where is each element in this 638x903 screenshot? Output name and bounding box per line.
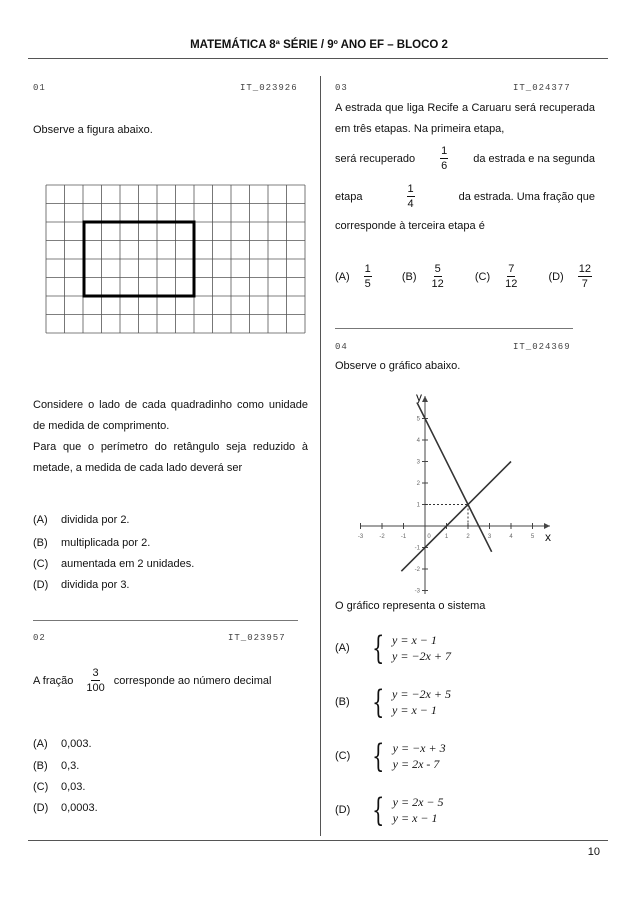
column-divider (320, 76, 321, 836)
q03-fraction-2 (407, 182, 415, 211)
q03-line3b: da estrada. Uma fração que (458, 190, 595, 203)
q01-intro: Observe a figura abaixo. (33, 124, 153, 136)
q03-line4: corresponde à terceira etapa é (335, 220, 485, 232)
option-letter: (D) (33, 802, 49, 814)
option-eq2: y = 2x - 7 (392, 757, 440, 771)
y-tick-label: -1 (414, 545, 420, 552)
q02-option-a[interactable] (33, 738, 92, 750)
q01-grid-figure (44, 183, 308, 339)
brace-icon: { (372, 791, 385, 829)
option-den: 12 (505, 278, 518, 290)
q04-intro: Observe o gráfico abaixo. (335, 360, 461, 372)
y-tick-label: -2 (414, 567, 420, 573)
q01-option-b[interactable] (33, 537, 150, 549)
q04-option-b[interactable] (335, 683, 451, 721)
q03-line3a: etapa (335, 190, 363, 203)
x-axis-label: x (545, 530, 551, 544)
option-letter: (D) (548, 270, 564, 283)
q01-option-c[interactable] (33, 558, 194, 570)
q03-f1-num: 1 (441, 145, 448, 157)
option-text: dividida por 3. (61, 579, 130, 591)
q02-prefix: A fração (33, 674, 74, 687)
q02-code: IT_023957 (228, 633, 286, 643)
q03-f2-den: 4 (407, 198, 414, 210)
q04-graph (355, 386, 565, 598)
q01-option-d[interactable] (33, 579, 130, 591)
x-tick-label: -2 (379, 534, 385, 540)
option-letter: (B) (335, 696, 350, 708)
q04-question: O gráfico representa o sistema (335, 600, 486, 612)
q04-option-c[interactable] (335, 737, 446, 775)
q04-option-a[interactable] (335, 629, 451, 667)
brace-icon: { (372, 737, 385, 775)
option-letter: (C) (335, 750, 351, 762)
option-num: 1 (364, 263, 371, 275)
option-eq1: y = −x + 3 (392, 741, 446, 755)
header-divider (28, 58, 608, 59)
q03-option-d[interactable] (548, 262, 595, 291)
option-text: 0,03. (61, 781, 86, 793)
q03-line2 (335, 144, 595, 173)
q01-option-a[interactable] (33, 514, 130, 526)
option-letter: (D) (33, 579, 49, 591)
q03-fraction-1 (440, 144, 448, 173)
q01-text1: Considere o lado de cada quadradinho como unidade de medida de comprimento. (33, 399, 308, 432)
line-b (401, 459, 511, 572)
y-axis-arrow-icon (422, 396, 428, 402)
q03-line1: A estrada que liga Recife a Caruaru será recuperada em três etapas. Na primeira etapa, (335, 102, 595, 135)
q03-options (335, 262, 595, 291)
x-tick-label: 3 (487, 534, 492, 540)
option-letter: (A) (33, 514, 48, 526)
q03-f1-den: 6 (441, 160, 448, 172)
y-tick-label: 2 (416, 481, 420, 487)
q03-line3 (335, 182, 595, 211)
x-tick-label: 1 (444, 534, 449, 540)
q01-code: IT_023926 (240, 83, 298, 93)
q01-number: 01 (33, 83, 46, 93)
q02-fraction (85, 666, 105, 695)
option-text: multiplicada por 2. (61, 537, 151, 549)
q03-option-c[interactable] (475, 262, 522, 291)
y-axis-label: y (416, 390, 422, 404)
x-tick-label: -1 (400, 534, 407, 540)
x-tick-label: 5 (530, 534, 535, 540)
option-eq1: y = 2x − 5 (392, 795, 444, 809)
q02-num: 3 (92, 667, 99, 679)
brace-icon: { (371, 683, 384, 721)
option-eq1: y = −2x + 5 (392, 687, 451, 701)
option-den: 12 (431, 278, 444, 290)
x-tick-label: 0 (427, 534, 431, 540)
option-text: dividida por 2. (61, 514, 130, 526)
q02-suffix: corresponde ao número decimal (113, 674, 272, 687)
x-tick-label: 4 (509, 534, 513, 540)
option-letter: (D) (335, 804, 351, 816)
q03-line2b: da estrada e na segunda (473, 152, 595, 165)
option-fraction (504, 262, 518, 291)
brace-icon: { (371, 629, 384, 667)
option-text: 0,3. (61, 760, 80, 772)
option-letter: (B) (33, 760, 48, 772)
q03-code: IT_024377 (513, 83, 571, 93)
q03-f2-num: 1 (407, 183, 414, 195)
page-title: MATEMÁTICA 8ª SÉRIE / 9º ANO EF – BLOCO 2 (190, 39, 448, 51)
option-letter: (A) (335, 642, 350, 654)
option-text: 0,0003. (61, 802, 98, 814)
q03-separator (335, 328, 573, 329)
y-tick-label: 1 (416, 502, 420, 509)
q03-option-a[interactable] (335, 262, 375, 291)
y-tick-label: 3 (416, 459, 420, 466)
page-number: 10 (587, 846, 600, 858)
q02-den: 100 (86, 682, 105, 694)
option-letter: (C) (474, 270, 491, 283)
option-eq2: y = −2x + 7 (392, 649, 451, 663)
q01-text2: Para que o perímetro do retângulo seja reduzido à metade, a medida de cada lado deverá ser (33, 441, 308, 474)
option-den: 5 (364, 278, 371, 290)
q03-option-b[interactable] (402, 262, 448, 291)
q03-line2a: será recuperado (335, 152, 416, 165)
option-letter: (C) (33, 558, 49, 570)
q02-option-b[interactable] (33, 760, 79, 772)
option-num: 12 (578, 263, 591, 275)
q02-statement (33, 666, 271, 695)
y-tick-label: 4 (416, 438, 420, 444)
line-a (414, 403, 491, 552)
q04-number: 04 (335, 342, 348, 352)
option-text: aumentada em 2 unidades. (61, 558, 195, 570)
x-axis-arrow-icon (544, 523, 550, 529)
option-fraction (364, 262, 372, 291)
q02-option-d[interactable] (33, 802, 98, 814)
x-tick-label: 2 (466, 534, 470, 540)
option-fraction (431, 262, 445, 291)
q02-number: 02 (33, 633, 46, 643)
option-eq2: y = x − 1 (392, 703, 437, 717)
footer-divider (28, 840, 608, 841)
q04-code: IT_024369 (513, 342, 571, 352)
y-tick-label: -3 (414, 588, 420, 595)
q02-option-c[interactable] (33, 781, 85, 793)
option-den: 7 (581, 278, 588, 290)
option-num: 5 (434, 263, 441, 275)
option-fraction (578, 262, 592, 291)
q04-option-d[interactable] (335, 791, 444, 829)
option-letter: (B) (33, 537, 48, 549)
option-eq2: y = x − 1 (392, 811, 438, 825)
q03-number: 03 (335, 83, 348, 93)
option-text: 0,003. (61, 738, 92, 750)
option-letter: (B) (401, 270, 417, 283)
option-num: 7 (508, 263, 515, 275)
option-letter: (A) (33, 738, 48, 750)
y-tick-label: 5 (416, 416, 420, 423)
q01-separator (33, 620, 298, 621)
x-tick-label: -3 (357, 534, 364, 540)
option-eq1: y = x − 1 (392, 633, 437, 647)
option-letter: (C) (33, 781, 49, 793)
option-letter: (A) (335, 270, 350, 283)
